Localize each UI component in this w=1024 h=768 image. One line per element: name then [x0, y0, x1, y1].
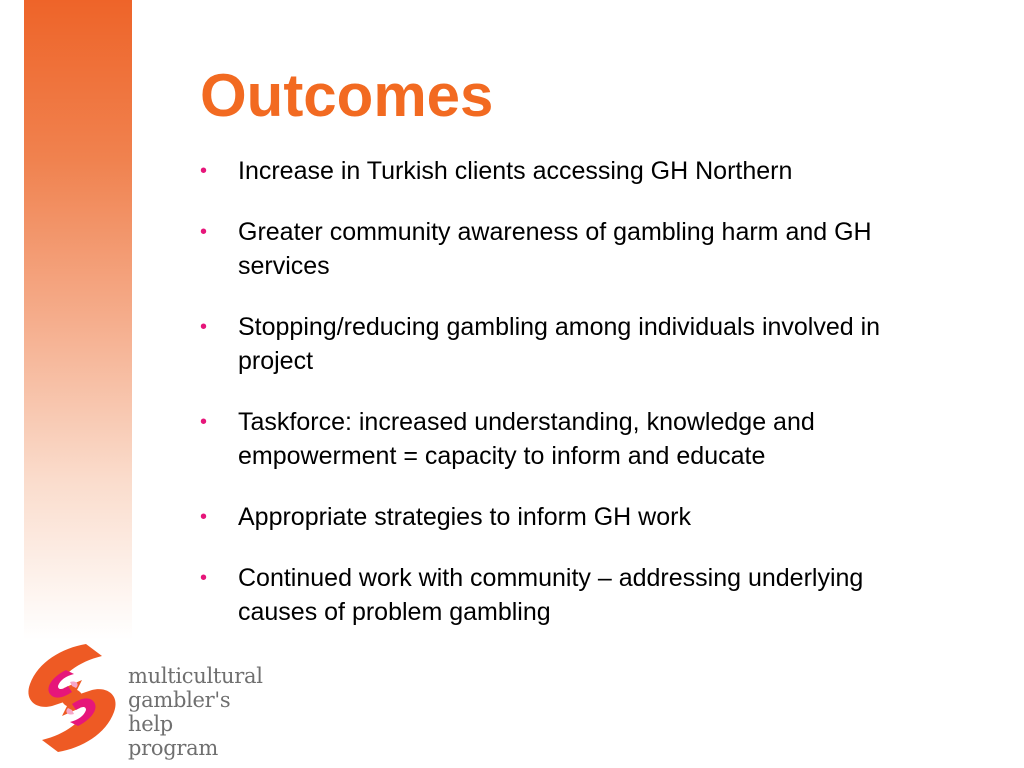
bullet-item	[200, 154, 940, 188]
logo-mark-icon	[22, 640, 122, 756]
bullet-item	[200, 215, 940, 283]
slide-title: Outcomes	[200, 62, 494, 129]
bullet-text: Stopping/reducing gambling among individuals involved in project	[238, 313, 881, 375]
bullet-icon: •	[200, 411, 208, 433]
bullet-icon: •	[200, 506, 208, 528]
bullet-text: Greater community awareness of gambling harm and GH services	[238, 218, 872, 280]
bullet-icon: •	[200, 567, 208, 589]
logo-line: program	[128, 736, 218, 760]
bullet-item	[200, 310, 940, 378]
bullet-item	[200, 561, 940, 629]
program-logo	[22, 640, 262, 758]
bullet-text: Taskforce: increased understanding, knowledge and empowerment = capacity to inform and educate	[238, 408, 815, 470]
bullet-icon: •	[200, 316, 208, 338]
bullet-text: Appropriate strategies to inform GH work	[238, 503, 691, 531]
bullet-item	[200, 405, 940, 473]
logo-wordmark	[128, 664, 263, 760]
bullet-text: Continued work with community – addressing underlying causes of problem gambling	[238, 564, 864, 626]
bullet-icon: •	[200, 221, 208, 243]
bullet-item	[200, 500, 940, 534]
bullet-icon: •	[200, 160, 208, 182]
bullet-text: Increase in Turkish clients accessing GH Northern	[238, 157, 793, 185]
logo-line: multicultural	[128, 664, 263, 688]
logo-line: gambler's help	[128, 688, 231, 736]
decorative-side-bar	[24, 0, 132, 640]
bullet-list	[200, 154, 940, 656]
